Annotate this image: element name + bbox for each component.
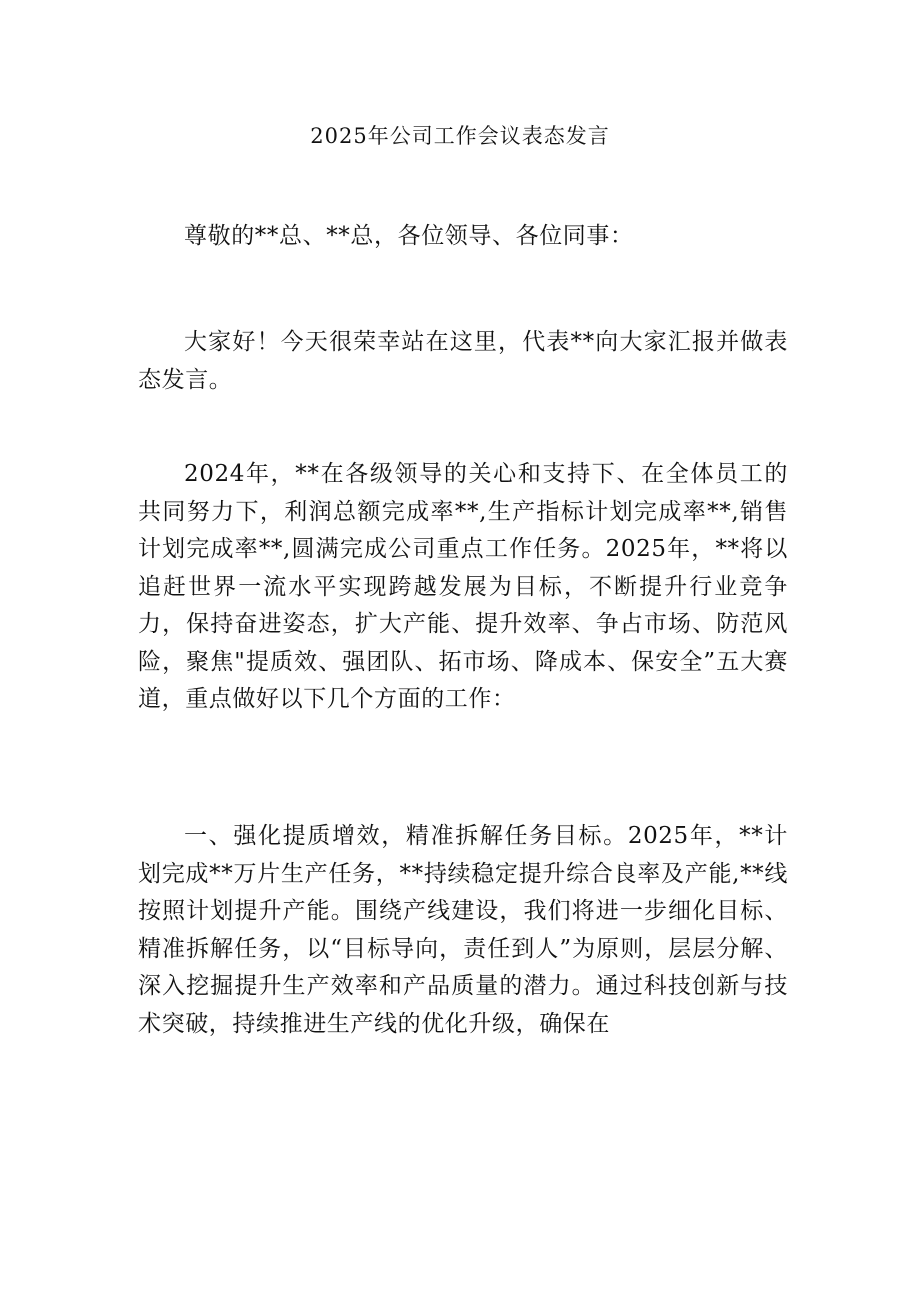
annual-review-paragraph: 2024年，**在各级领导的关心和支持下、在全体员工的共同努力下，利润总额完成率**,生产指标计划完成率**,销售计划完成率**,圆满完成公司重点工作任务。2025年，**将以追赶世界一流水平实现跨越发展为目标，不断提升行业竞争力，保持奋进姿态，扩大产能、提升效率、争占市场、防范风险，聚焦"提质效、强团队、拓市场、降成本、保安全”五大赛道，重点做好以下几个方面的工作： xyxy=(138,461,788,712)
salutation-paragraph: 尊敬的**总、**总，各位领导、各位同事： xyxy=(184,223,634,249)
section-one-paragraph: 一、强化提质增效，精准拆解任务目标。2025年，**计划完成**万片生产任务，**持续稳定提升综合良率及产能,**线按照计划提升产能。围绕产线建设，我们将进一步细化目标、精准拆解任务，以“目标导向，责任到人”为原则，层层分解、深入挖掘提升生产效率和产品质量的潜力。通过科技创新与技术突破，持续推进生产线的优化升级，确保在 xyxy=(138,823,788,1037)
document-title: 2025年公司工作会议表态发言 xyxy=(310,124,610,148)
greeting-paragraph: 大家好！今天很荣幸站在这里，代表**向大家汇报并做表态发言。 xyxy=(138,329,788,393)
